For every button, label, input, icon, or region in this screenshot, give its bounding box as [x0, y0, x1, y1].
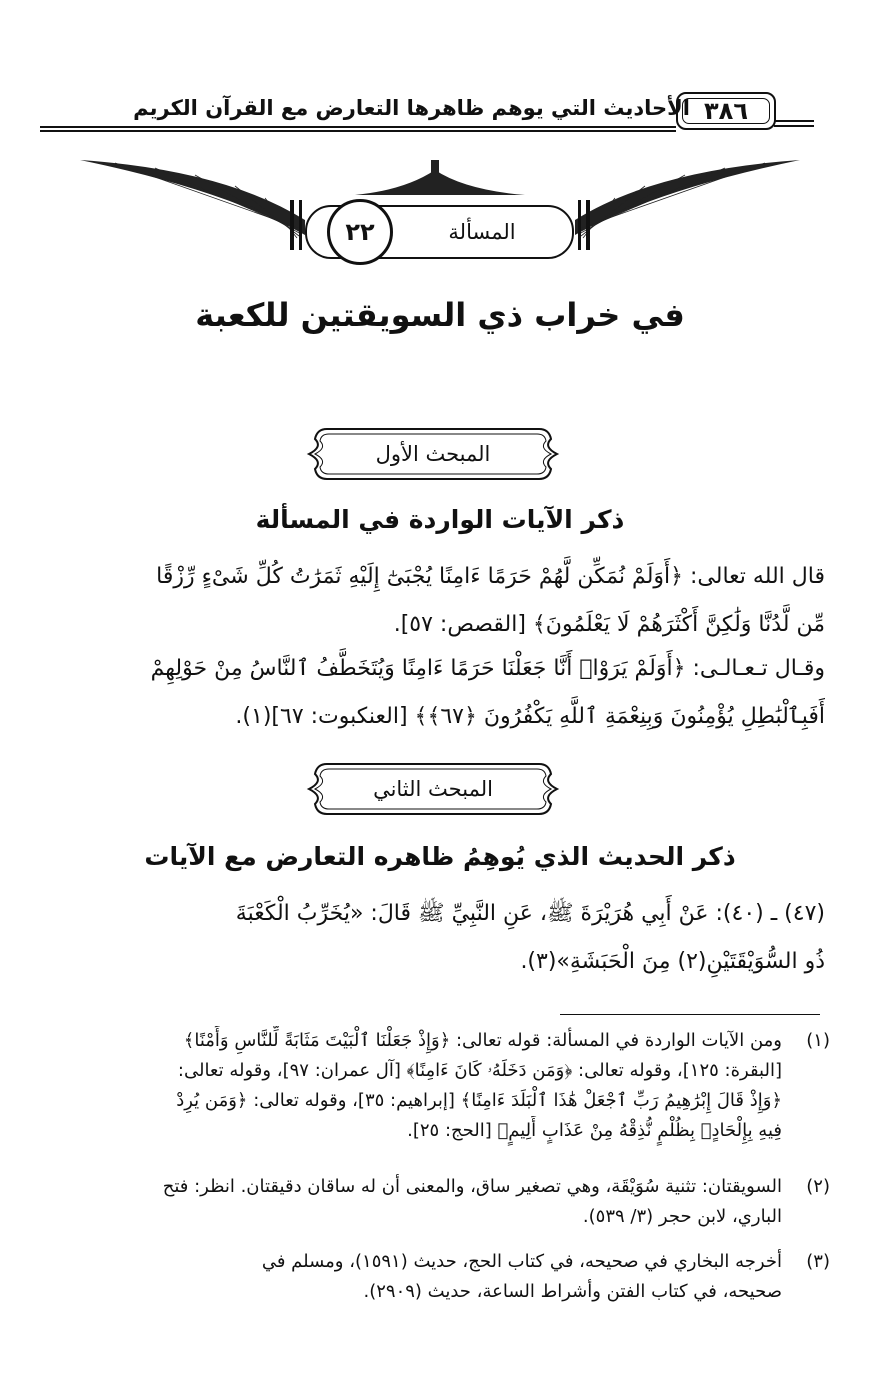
- section-one-frame: [305, 425, 561, 483]
- issue-title: في خراب ذي السويقتين للكعبة: [195, 296, 685, 334]
- footnote-number: (٢): [806, 1176, 830, 1197]
- footnote-line: السويقتان: تثنية سُوَيْقَة، وهي تصغير ساق، والمعنى أن له ساقان دقيقتان. انظر: فتح: [162, 1176, 782, 1197]
- footnote-separator: [560, 1014, 820, 1015]
- page-number-box: [676, 92, 776, 130]
- verse-2-line-1: وقـال تـعـالـى: ﴿أَوَلَمْ يَرَوْا۟ أَنَّا جَعَلْنَا حَرَمًا ءَامِنًا وَيُتَخَطَّفُ ٱلنَّاسُ مِنْ حَوْلِهِمْ: [150, 656, 825, 681]
- header-title: الأحاديث التي يوهم ظاهرها التعارض مع القرآن الكريم: [133, 96, 690, 120]
- issue-ornament: [75, 160, 805, 270]
- footnote-line: الباري، لابن حجر (٣/ ٥٣٩).: [582, 1206, 782, 1227]
- section-one-verse-1: [55, 553, 825, 649]
- footnote-number: (١): [806, 1030, 830, 1051]
- footnote-number: (٣): [806, 1251, 830, 1272]
- footnote-line: ﴿وَإِذْ قَالَ إِبْرَٰهِيمُ رَبِّ ٱجْعَلْ هَٰذَا ٱلْبَلَدَ ءَامِنًا﴾ [إبراهيم: ٣٥]، وقوله تعالى: ﴿وَمَن يُرِدْ: [176, 1090, 782, 1111]
- header-rule-right: [774, 120, 814, 122]
- page-number: ٣٨٦: [704, 97, 748, 125]
- footnote-3: [50, 1247, 830, 1307]
- hadith-line-2: ذُو السُّوَيْقَتَيْنِ(٢) مِنَ الْحَبَشَةِ»(٣).: [520, 949, 825, 974]
- running-header: [40, 88, 840, 148]
- issue-number: ٢٢: [327, 199, 393, 265]
- hadith-text: [55, 890, 825, 986]
- header-rule-left-2: [40, 130, 676, 132]
- section-one-verse-2: [55, 645, 825, 741]
- header-rule-right-2: [774, 125, 814, 127]
- header-rule-left: [40, 126, 676, 128]
- section-two-frame: [305, 760, 561, 818]
- section-one-heading: ذكر الآيات الواردة في المسألة: [255, 505, 625, 534]
- footnote-1: [50, 1026, 830, 1146]
- verse-1-line-1: قال الله تعالى: ﴿أَوَلَمْ نُمَكِّن لَّهُمْ حَرَمًا ءَامِنًا يُجْبَىٰٓ إِلَيْهِ ثَمَرَٰتُ كُلِّ شَىْءٍ رِّزْقًا: [156, 564, 825, 589]
- footnote-line: صحيحه، في كتاب الفتن وأشراط الساعة، حديث (٢٩٠٩).: [363, 1281, 782, 1302]
- issue-label: المسألة: [448, 220, 516, 244]
- section-one-label: المبحث الأول: [375, 442, 491, 466]
- hadith-line-1: (٤٧) ـ (٤٠): عَنْ أَبِي هُرَيْرَةَ ﷺ، عَنِ النَّبِيِّ ﷺ قَالَ: «يُخَرِّبُ الْكَعْبَةَ: [235, 901, 825, 926]
- issue-badge: [305, 205, 574, 259]
- footnote-line: ومن الآيات الواردة في المسألة: قوله تعالى: ﴿وَإِذْ جَعَلْنَا ٱلْبَيْتَ مَثَابَةً لِّلنَّاسِ وَأَمْنًا﴾: [183, 1030, 782, 1051]
- section-two-heading: ذكر الحديث الذي يُوهِمُ ظاهره التعارض مع الآيات: [144, 842, 736, 871]
- footnote-line: فِيهِ بِإِلْحَادٍۭ بِظُلْمٍ نُّذِقْهُ مِنْ عَذَابٍ أَلِيمٍ﴾ [الحج: ٢٥].: [407, 1120, 782, 1141]
- footnote-line: [البقرة: ١٢٥]، وقوله تعالى: ﴿وَمَن دَخَلَهُۥ كَانَ ءَامِنًا﴾ [آل عمران: ٩٧]، وقوله تعالى:: [177, 1060, 782, 1081]
- footnote-line: أخرجه البخاري في صحيحه، في كتاب الحج، حديث (١٥٩١)، ومسلم في: [261, 1251, 782, 1272]
- verse-1-line-2: مِّن لَّدُنَّا وَلَٰكِنَّ أَكْثَرَهُمْ لَا يَعْلَمُونَ﴾ [القصص: ٥٧].: [393, 612, 825, 637]
- footnote-2: [50, 1172, 830, 1232]
- section-two-label: المبحث الثاني: [373, 777, 493, 801]
- verse-2-line-2: أَفَبِٱلْبَٰطِلِ يُؤْمِنُونَ وَبِنِعْمَةِ ٱللَّهِ يَكْفُرُونَ ﴿٦٧﴾﴾ [العنكبوت: ٦٧](١).: [235, 704, 825, 729]
